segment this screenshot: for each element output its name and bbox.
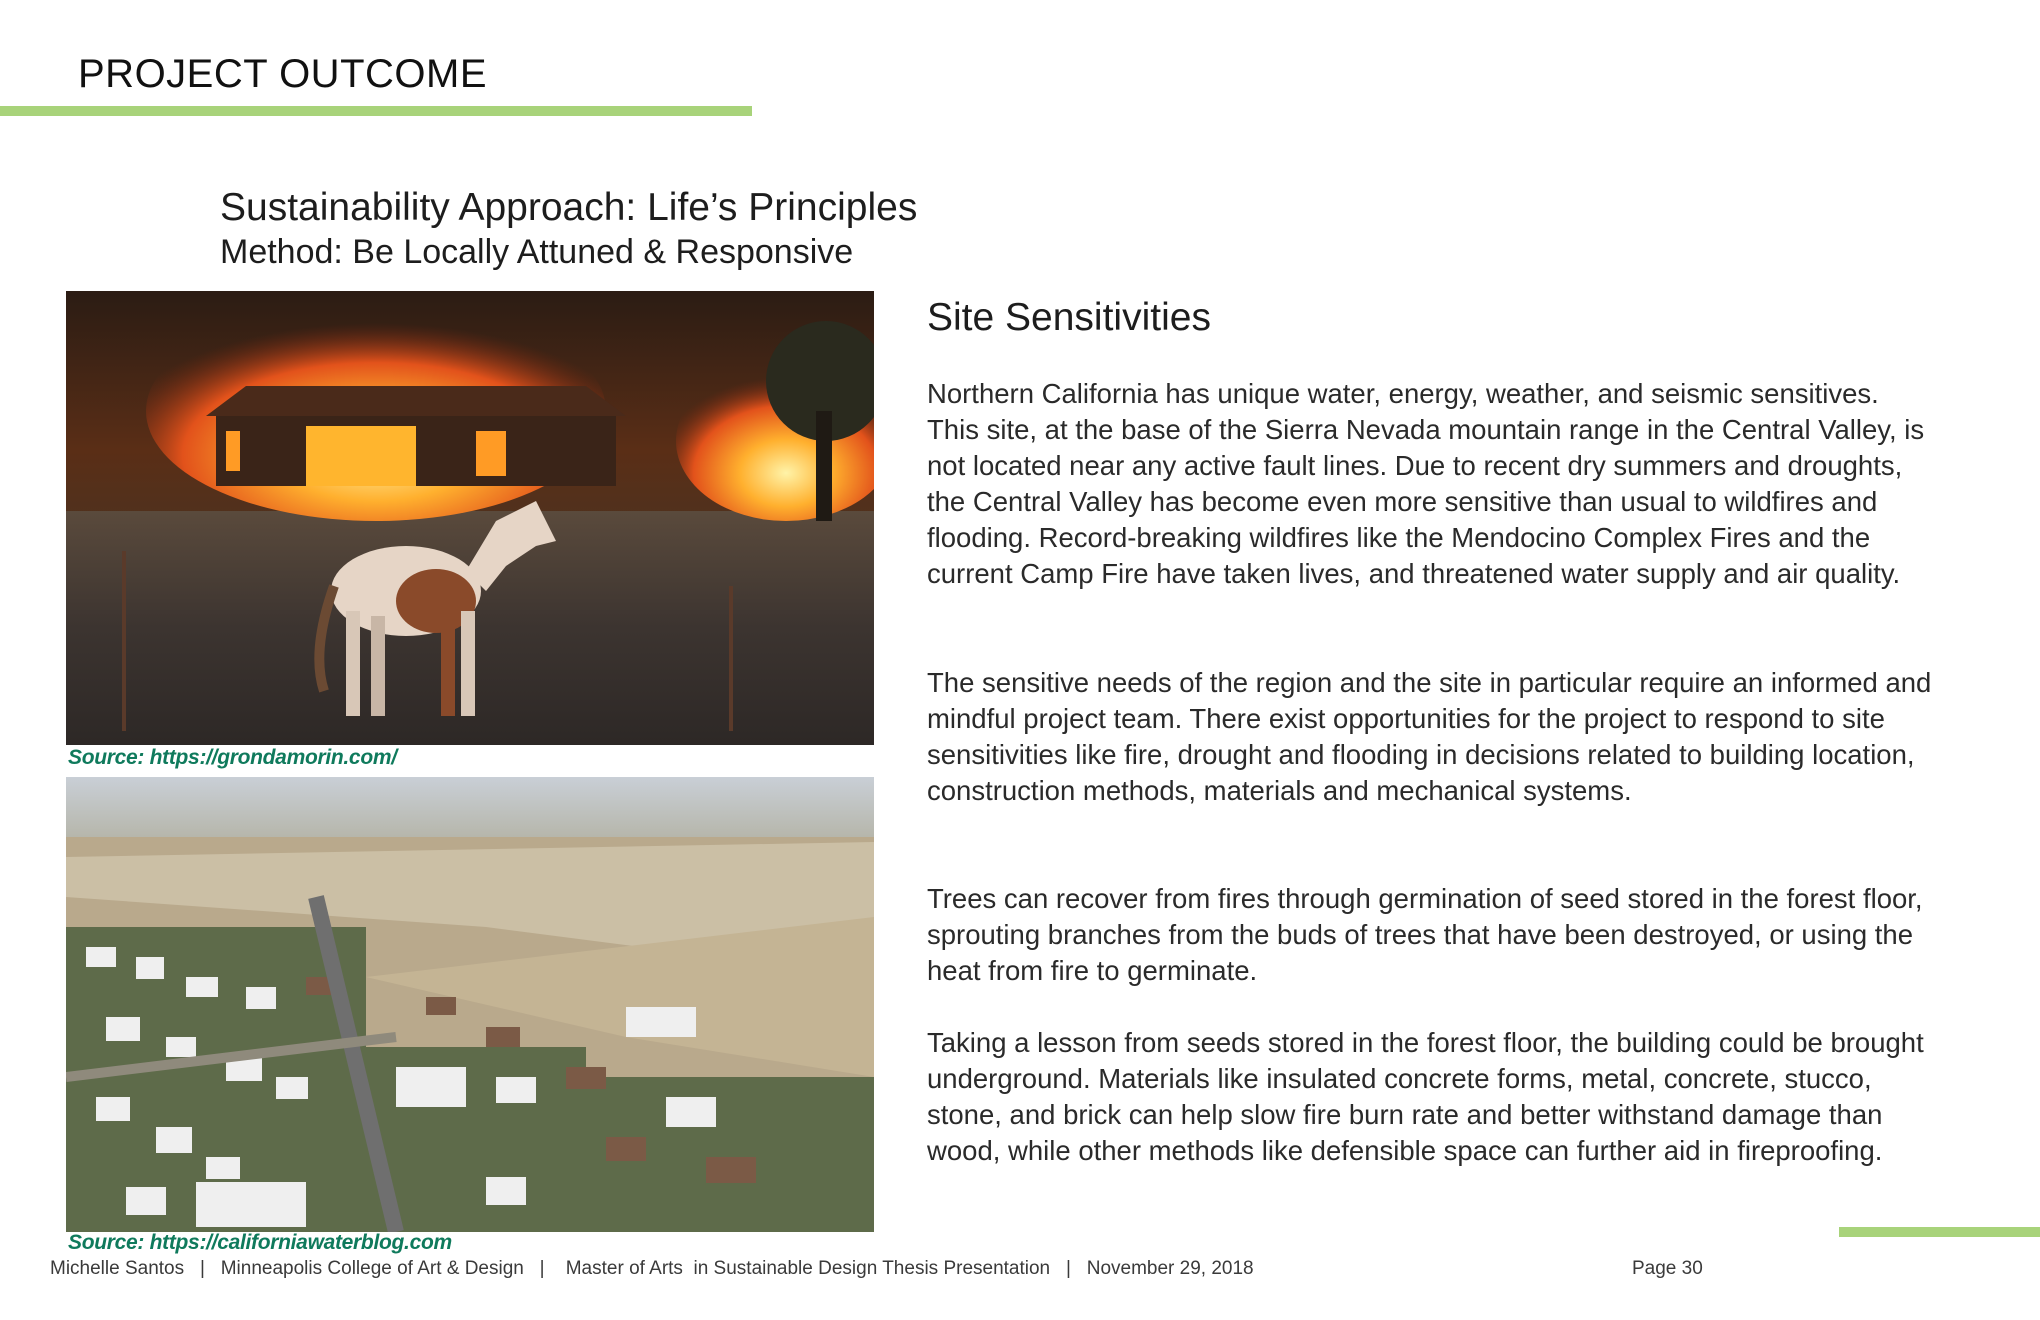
flood-photo-source[interactable]: Source: https://californiawaterblog.com bbox=[68, 1231, 452, 1254]
fire-photo-source[interactable]: Source: https://grondamorin.com/ bbox=[68, 746, 397, 769]
approach-heading: Sustainability Approach: Life’s Principles bbox=[220, 186, 918, 229]
method-subheading: Method: Be Locally Attuned & Responsive bbox=[220, 233, 854, 271]
body-paragraph-4: Taking a lesson from seeds stored in the forest floor, the building could be brought underground. Materials like insulated concrete forms, metal, concrete, stucco, stone, and brick can help slow fire burn rate and better withstand damage than wood, while other methods like defensible space can further aid in fireproofing. bbox=[927, 1027, 1924, 1166]
footer-credits: Michelle Santos | Minneapolis College of Art & Design | Master of Arts in Sustainable Design Thesis Presentation | November 29, 2018 bbox=[50, 1258, 1254, 1279]
site-sensitivities-title: Site Sensitivities bbox=[927, 296, 1211, 339]
body-paragraph-3: Trees can recover from fires through germination of seed stored in the forest floor, sprouting branches from the buds of trees that have been destroyed, or using the heat from fire to germinate. bbox=[927, 883, 1923, 986]
body-paragraph-1: Northern California has unique water, energy, weather, and seismic sensitives. This site, at the base of the Sierra Nevada mountain range in the Central Valley, is not located near any active fault lines. Due to recent dry summers and droughts, the Central Valley has become even more sensitive than usual to wildfires and flooding. Record-breaking wildfires like the Mendocino Complex Fires and the current Camp Fire have taken lives, and threatened water supply and air quality. bbox=[927, 378, 1925, 589]
header-accent-bar bbox=[0, 106, 752, 116]
flood-aerial-photo bbox=[66, 777, 874, 1232]
body-paragraph-2: The sensitive needs of the region and the site in particular require an informed and mindful project team. There exist opportunities for the project to respond to site sensitivities like fire, drought and flooding in decisions related to building location, construction methods, materials and mechanical systems. bbox=[927, 667, 1932, 806]
wildfire-photo bbox=[66, 291, 874, 745]
page-number: Page 30 bbox=[1632, 1258, 1703, 1279]
page-header-title: PROJECT OUTCOME bbox=[78, 52, 488, 96]
footer-accent-bar bbox=[1839, 1227, 2040, 1237]
